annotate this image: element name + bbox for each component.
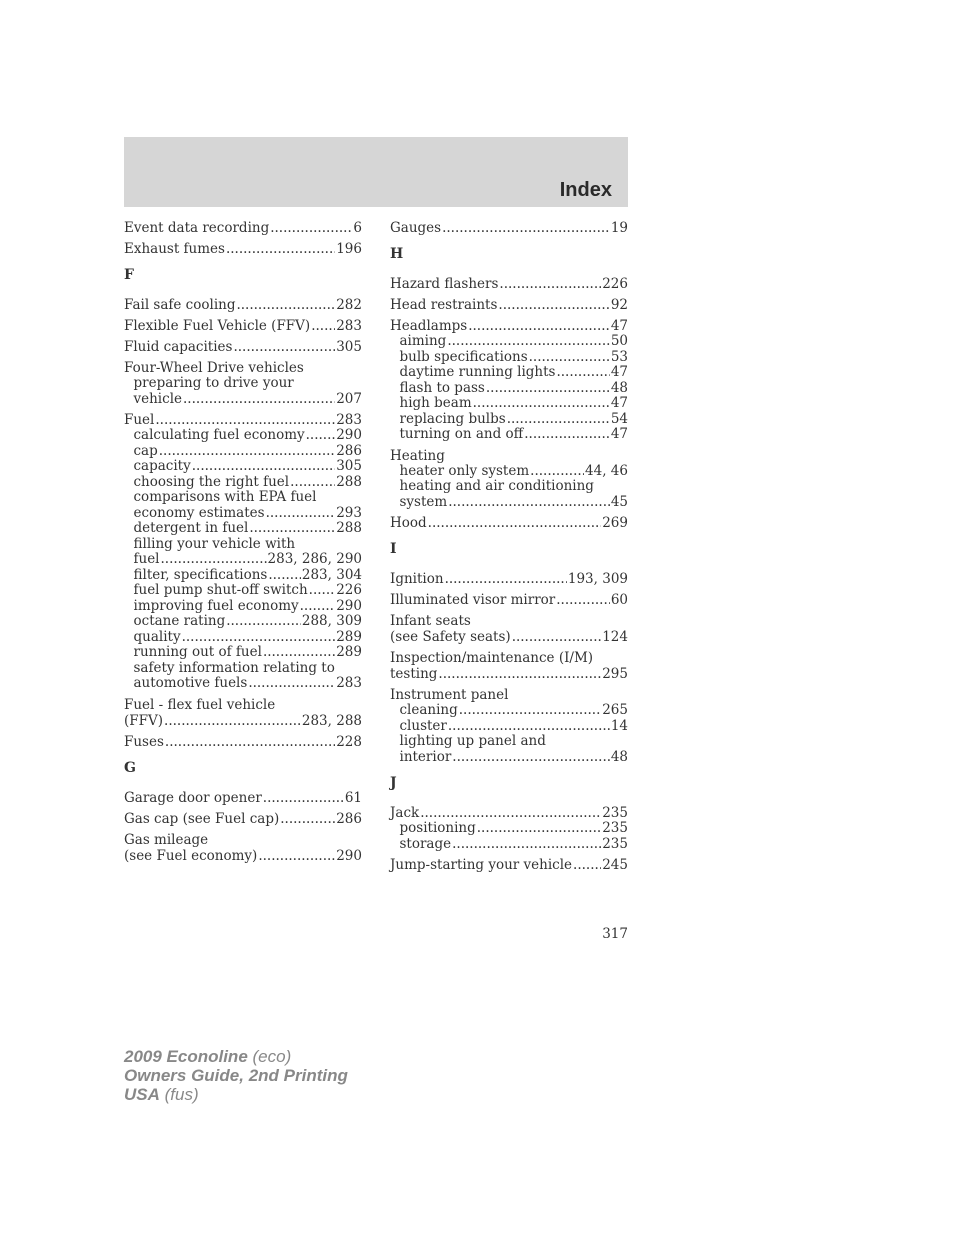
index-subentry — [390, 464, 628, 480]
entry-label: testing — [390, 666, 438, 682]
entry-page-ref: 293 — [336, 504, 362, 521]
entry-label: improving fuel economy — [133, 597, 299, 614]
entry-page-ref: 286 — [336, 442, 362, 459]
index-subentry — [390, 821, 628, 837]
entry-label: quality — [133, 628, 181, 645]
index-subentry — [390, 703, 628, 719]
entry-label: storage — [399, 835, 452, 852]
dot-leader — [270, 220, 352, 236]
entry-page-ref: 283, 286, 290 — [267, 551, 362, 567]
entry-page-ref: 289 — [336, 628, 362, 645]
dot-leader — [263, 645, 335, 661]
entry-label: daytime running lights — [399, 364, 556, 380]
dot-leader — [155, 412, 335, 428]
index-subentry — [390, 381, 628, 397]
entry-label: Hood — [390, 515, 427, 531]
entry-page-ref: 235 — [602, 835, 628, 852]
index-subentry — [124, 392, 362, 408]
index-entry — [390, 613, 628, 645]
index-subentry — [124, 552, 362, 568]
index-subentry — [124, 475, 362, 491]
footer-guide: Owners Guide, 2nd Printing — [124, 1066, 348, 1085]
dot-leader — [164, 713, 301, 729]
dot-leader — [263, 790, 344, 806]
dot-leader — [161, 552, 267, 568]
entry-page-ref: 47 — [610, 395, 628, 411]
entry-page-ref: 289 — [336, 644, 362, 660]
index-subentry — [124, 676, 362, 692]
index-entry — [124, 220, 362, 236]
dot-leader — [447, 334, 609, 350]
index-entry — [390, 318, 628, 443]
index-entry-line — [390, 805, 628, 821]
entry-label: Fuel — [124, 412, 155, 428]
entry-label: Headlamps — [390, 318, 468, 334]
index-subentry — [124, 428, 362, 444]
dot-leader — [306, 428, 336, 444]
index-entry — [124, 697, 362, 729]
entry-label: heating and air conditioning — [399, 478, 594, 494]
entry-page-ref: 286 — [336, 810, 362, 827]
index-entry — [124, 832, 362, 864]
entry-label: interior — [399, 748, 452, 765]
index-entry — [124, 360, 362, 407]
dot-leader — [182, 630, 336, 646]
dot-leader — [226, 614, 301, 630]
entry-page-ref: 283, 288 — [301, 712, 362, 729]
index-entry — [124, 412, 362, 692]
entry-label: capacity — [133, 458, 191, 474]
index-subentry — [390, 734, 628, 750]
index-entry — [124, 790, 362, 806]
footer-model: 2009 Econoline — [124, 1047, 248, 1066]
index-entry-line — [124, 832, 362, 848]
entry-page-ref: 92 — [610, 297, 628, 313]
index-subentry — [390, 412, 628, 428]
entry-page-ref: 54 — [610, 410, 628, 427]
entry-label: bulb specifications — [399, 348, 528, 365]
index-subentry — [124, 661, 362, 677]
dot-leader — [438, 666, 601, 682]
entry-label: filter, specifications — [133, 566, 268, 583]
entry-page-ref: 228 — [336, 733, 362, 750]
index-entry — [390, 571, 628, 587]
index-entry-line — [390, 297, 628, 313]
entry-page-ref: 48 — [610, 379, 628, 396]
index-entry — [124, 734, 362, 750]
footer-region-code: (fus) — [164, 1085, 199, 1104]
entry-page-ref: 53 — [610, 348, 628, 365]
index-entry — [390, 592, 628, 608]
dot-leader — [236, 297, 335, 313]
dot-leader — [428, 515, 602, 531]
index-entry-line — [390, 220, 628, 236]
dot-leader — [459, 703, 601, 719]
index-subentry — [124, 599, 362, 615]
entry-label: fuel — [133, 551, 160, 567]
dot-leader — [473, 396, 610, 412]
entry-page-ref: 265 — [602, 702, 628, 718]
entry-label: detergent in fuel — [133, 520, 249, 536]
entry-page-ref: 47 — [610, 318, 628, 334]
entry-page-ref: 283 — [336, 412, 362, 428]
index-entry — [390, 448, 628, 511]
index-entry — [390, 650, 628, 682]
index-entry-line — [124, 811, 362, 827]
entry-label: Gas mileage — [124, 831, 209, 848]
entry-page-ref: 283, 304 — [301, 566, 362, 583]
entry-label: Jack — [390, 805, 420, 821]
entry-label: lighting up panel and — [399, 733, 546, 749]
entry-label: economy estimates — [133, 504, 265, 521]
entry-label: Infant seats — [390, 613, 471, 629]
dot-leader — [556, 592, 610, 608]
index-entry — [390, 805, 628, 852]
footer-region: USA — [124, 1085, 160, 1104]
index-subentry — [124, 630, 362, 646]
entry-page-ref: 61 — [344, 789, 362, 806]
entry-label: cluster — [399, 717, 447, 734]
entry-label: system — [399, 493, 448, 510]
entry-page-ref: 288 — [336, 473, 362, 490]
dot-leader — [290, 475, 335, 491]
entry-page-ref: 19 — [610, 220, 628, 236]
entry-label: calculating fuel economy — [133, 427, 305, 443]
entry-label: preparing to drive your — [133, 375, 294, 391]
index-entry — [390, 220, 628, 236]
index-column-left — [124, 220, 362, 869]
index-subentry — [124, 459, 362, 475]
footer — [124, 1047, 348, 1104]
index-entry-line — [390, 629, 628, 645]
entry-page-ref: 283 — [336, 318, 362, 334]
dot-leader — [420, 805, 601, 821]
index-subentry — [390, 427, 628, 443]
section-letter: I — [390, 541, 397, 557]
entry-label: high beam — [399, 395, 472, 411]
dot-leader — [448, 719, 610, 735]
entry-label: flash to pass — [399, 379, 485, 396]
dot-leader — [442, 220, 610, 236]
entry-label: Gauges — [390, 220, 442, 236]
entry-label: Jump-starting your vehicle — [390, 857, 573, 873]
index-entry-line — [390, 666, 628, 682]
index-subentry — [124, 614, 362, 630]
entry-label: running out of fuel — [133, 644, 262, 660]
index-entry-line — [390, 571, 628, 587]
index-subentry — [124, 583, 362, 599]
index-subentry — [390, 334, 628, 350]
index-entry-line — [124, 297, 362, 313]
dot-leader — [300, 599, 336, 615]
dot-leader — [248, 676, 335, 692]
entry-page-ref: 6 — [353, 220, 362, 236]
footer-line-3 — [124, 1085, 348, 1104]
index-subentry — [390, 350, 628, 366]
index-entry — [390, 687, 628, 765]
entry-page-ref: 45 — [610, 493, 628, 510]
entry-label: Exhaust fumes — [124, 241, 225, 257]
index-entry-line — [390, 687, 628, 703]
index-subentry — [124, 490, 362, 506]
entry-label: Event data recording — [124, 220, 270, 236]
index-entry-line — [124, 412, 362, 428]
dot-leader — [468, 318, 610, 334]
entry-label: Hazard flashers — [390, 276, 499, 292]
entry-label: cleaning — [399, 702, 458, 718]
index-entry-line — [124, 697, 362, 713]
footer-model-code: (eco) — [252, 1047, 292, 1066]
dot-leader — [507, 412, 610, 428]
entry-page-ref: 48 — [610, 748, 628, 765]
index-subentry — [124, 568, 362, 584]
dot-leader — [266, 506, 336, 522]
entry-page-ref: 44, 46 — [585, 462, 628, 479]
entry-label: safety information relating to — [133, 659, 335, 676]
entry-label: replacing bulbs — [399, 410, 506, 427]
entry-page-ref: 207 — [336, 390, 362, 407]
entry-page-ref: 290 — [336, 847, 362, 864]
entry-page-ref: 235 — [602, 805, 628, 821]
entry-label: octane rating — [133, 613, 226, 629]
dot-leader — [233, 339, 335, 355]
entry-page-ref: 124 — [602, 629, 628, 645]
index-entry — [124, 297, 362, 313]
dot-leader — [448, 495, 610, 511]
header-band — [124, 137, 628, 207]
index-entry-line — [124, 790, 362, 806]
entry-page-ref: 193, 309 — [567, 571, 628, 587]
entry-page-ref: 305 — [336, 458, 362, 474]
dot-leader — [498, 297, 609, 313]
dot-leader — [556, 365, 609, 381]
entry-page-ref: 47 — [610, 426, 628, 442]
index-entry-line — [390, 613, 628, 629]
entry-page-ref: 50 — [610, 333, 628, 349]
entry-label: Head restraints — [390, 297, 498, 313]
index-entry-line — [124, 220, 362, 236]
entry-label: (FFV) — [124, 712, 164, 729]
dot-leader — [165, 734, 335, 750]
entry-label: Heating — [390, 447, 445, 464]
index-entry — [124, 318, 362, 334]
index-subentry — [124, 645, 362, 661]
dot-leader — [183, 392, 335, 408]
entry-page-ref: 283 — [336, 675, 362, 691]
dot-leader — [477, 821, 601, 837]
dot-leader — [573, 857, 601, 873]
entry-label: Fluid capacities — [124, 339, 233, 355]
index-entry — [390, 297, 628, 313]
entry-page-ref: 226 — [602, 276, 628, 292]
entry-label: turning on and off — [399, 426, 524, 442]
dot-leader — [249, 521, 335, 537]
dot-leader — [445, 571, 567, 587]
index-entry-line — [124, 318, 362, 334]
entry-page-ref: 290 — [336, 427, 362, 443]
index-subentry — [124, 537, 362, 553]
entry-label: Instrument panel — [390, 687, 509, 703]
index-subentry — [390, 396, 628, 412]
entry-label: Fuel - flex fuel vehicle — [124, 696, 276, 713]
entry-label: Flexible Fuel Vehicle (FFV) — [124, 318, 311, 334]
entry-label: positioning — [399, 820, 476, 836]
index-entry-line — [124, 360, 362, 376]
footer-line-1 — [124, 1047, 348, 1066]
index-entry-line — [390, 448, 628, 464]
index-subentry — [124, 376, 362, 392]
entry-label: cap — [133, 442, 158, 459]
index-entry — [124, 339, 362, 355]
index-subentry — [390, 365, 628, 381]
section-letter: F — [124, 267, 134, 283]
entry-label: (see Fuel economy) — [124, 847, 258, 864]
entry-label: automotive fuels — [133, 675, 248, 691]
dot-leader — [452, 837, 601, 853]
dot-leader — [452, 750, 610, 766]
dot-leader — [499, 276, 601, 292]
dot-leader — [486, 381, 610, 397]
index-entry-line — [124, 339, 362, 355]
entry-label: aiming — [399, 333, 447, 349]
section-letter: G — [124, 759, 136, 776]
index-subentry — [390, 750, 628, 766]
index-entry-line — [390, 318, 628, 334]
entry-label: Fail safe cooling — [124, 297, 236, 313]
entry-label: filling your vehicle with — [133, 535, 296, 552]
entry-page-ref: 305 — [336, 339, 362, 355]
dot-leader — [524, 427, 610, 443]
entry-page-ref: 47 — [610, 364, 628, 380]
entry-page-ref: 269 — [602, 515, 628, 531]
dot-leader — [226, 241, 335, 257]
index-entry-line — [390, 650, 628, 666]
entry-page-ref: 288, 309 — [301, 613, 362, 629]
entry-label: Garage door opener — [124, 789, 262, 806]
index-subentry — [124, 506, 362, 522]
dot-leader — [309, 583, 336, 599]
dot-leader — [258, 848, 335, 864]
entry-label: (see Safety seats) — [390, 629, 511, 645]
entry-label: choosing the right fuel — [133, 473, 290, 490]
dot-leader — [530, 464, 584, 480]
entry-label: Illuminated visor mirror — [390, 592, 556, 608]
entry-page-ref: 282 — [336, 297, 362, 313]
entry-page-ref: 60 — [610, 592, 628, 608]
dot-leader — [280, 811, 335, 827]
entry-page-ref: 235 — [602, 820, 628, 836]
page-number: 317 — [602, 926, 628, 942]
index-entry-line — [124, 734, 362, 750]
index-entry — [124, 811, 362, 827]
index-column-right — [390, 220, 628, 878]
index-entry — [124, 241, 362, 257]
dot-leader — [311, 318, 335, 334]
dot-leader — [268, 568, 301, 584]
entry-page-ref: 14 — [610, 717, 628, 734]
entry-label: Inspection/maintenance (I/M) — [390, 650, 594, 666]
entry-label: fuel pump shut-off switch — [133, 582, 308, 598]
dot-leader — [529, 350, 610, 366]
index-subentry — [390, 719, 628, 735]
entry-label: Fuses — [124, 733, 164, 750]
section-letter: H — [390, 246, 404, 262]
index-entry-line — [124, 713, 362, 729]
index-entry — [390, 515, 628, 531]
entry-label: heater only system — [399, 462, 530, 479]
index-entry-line — [390, 515, 628, 531]
index-subentry — [390, 495, 628, 511]
dot-leader — [159, 444, 335, 460]
section-letter: J — [390, 775, 397, 791]
index-subentry — [390, 479, 628, 495]
entry-label: Four-Wheel Drive vehicles — [124, 360, 304, 376]
entry-label: Ignition — [390, 571, 444, 587]
index-entry-line — [390, 276, 628, 292]
index-entry-line — [124, 848, 362, 864]
entry-label: vehicle — [133, 390, 182, 407]
entry-page-ref: 196 — [336, 241, 362, 257]
index-subentry — [124, 521, 362, 537]
dot-leader — [512, 629, 602, 645]
index-entry — [390, 276, 628, 292]
dot-leader — [192, 459, 335, 475]
entry-page-ref: 295 — [602, 666, 628, 682]
index-subentry — [124, 444, 362, 460]
index-subentry — [390, 837, 628, 853]
entry-page-ref: 226 — [336, 582, 362, 598]
index-entry-line — [390, 592, 628, 608]
entry-page-ref: 288 — [336, 520, 362, 536]
footer-line-2 — [124, 1066, 348, 1085]
index-entry-line — [390, 857, 628, 873]
entry-page-ref: 245 — [602, 857, 628, 873]
index-entry — [390, 857, 628, 873]
page-title: Index — [559, 179, 612, 201]
entry-page-ref: 290 — [336, 597, 362, 614]
entry-label: comparisons with EPA fuel — [133, 489, 317, 505]
index-entry-line — [124, 241, 362, 257]
entry-label: Gas cap (see Fuel cap) — [124, 810, 280, 827]
